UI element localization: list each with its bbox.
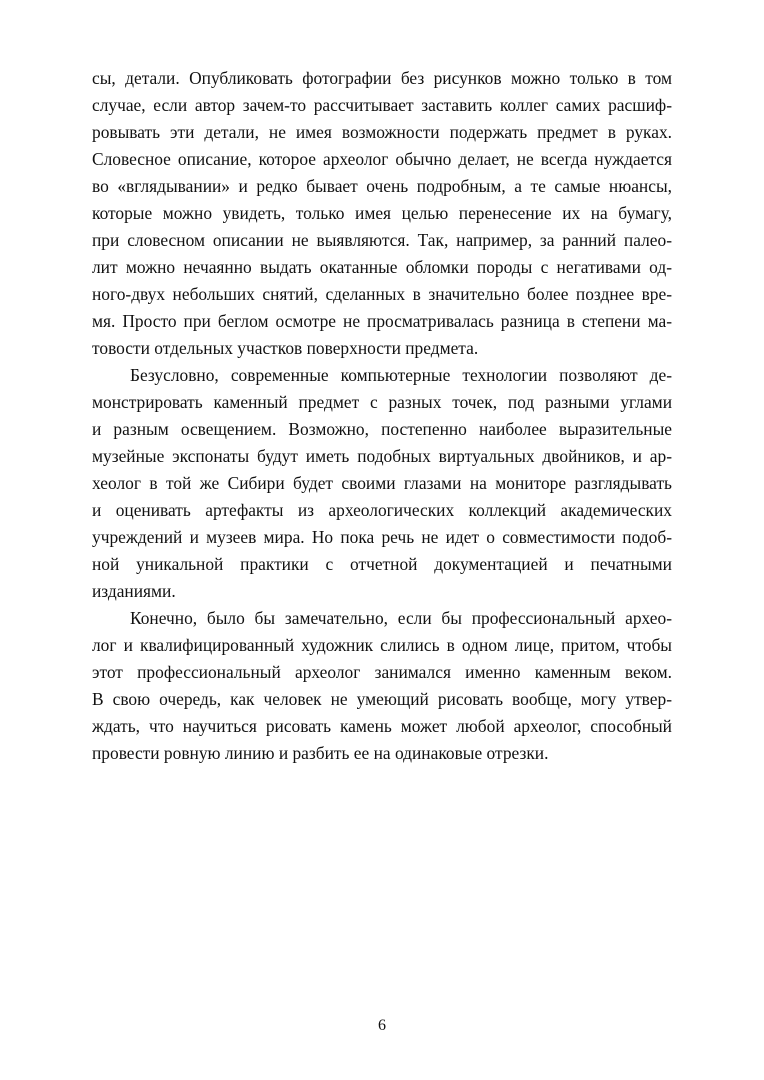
text-line: ровывать эти детали, не имея возможности подержать предмет в руках. <box>92 122 672 142</box>
text-line: которые можно увидеть, только имея целью перенесение их на бумагу, <box>92 203 672 223</box>
text-line: ной уникальной практики с отчетной документацией и печатными <box>92 554 672 574</box>
text-line: изданиями. <box>92 581 176 601</box>
text-line: ного-двух небольших снятий, сделанных в значительно более позднее вре- <box>92 284 672 304</box>
text-line: учреждений и музеев мира. Но пока речь не идет о совместимости подоб- <box>92 527 672 547</box>
text-line: сы, детали. Опубликовать фотографии без рисунков можно только в том <box>92 68 672 88</box>
text-line: во «вглядывании» и редко бывает очень подробным, а те самые нюансы, <box>92 176 672 196</box>
text-line: и разным освещением. Возможно, постепенно наиболее выразительные <box>92 419 672 439</box>
text-line: Конечно, было бы замечательно, если бы профессиональный архео- <box>130 608 672 628</box>
paragraph-1 <box>92 65 672 362</box>
text-line: Безусловно, современные компьютерные технологии позволяют де- <box>130 365 672 385</box>
text-line: при словесном описании не выявляются. Так, например, за ранний палео- <box>92 230 672 250</box>
text-line: лит можно нечаянно выдать окатанные обломки породы с негативами од- <box>92 257 672 277</box>
text-line: лог и квалифицированный художник слились в одном лице, притом, чтобы <box>92 635 672 655</box>
page-number: 6 <box>378 1017 386 1034</box>
text-line: мя. Просто при беглом осмотре не просматривалась разница в степени ма- <box>92 311 672 331</box>
body-text <box>92 65 672 767</box>
paragraph-2 <box>92 362 672 605</box>
text-line: этот профессиональный археолог занимался именно каменным веком. <box>92 662 672 682</box>
text-line: товости отдельных участков поверхности предмета. <box>92 338 479 358</box>
text-line: музейные экспонаты будут иметь подобных виртуальных двойников, и ар- <box>92 446 672 466</box>
text-line: Словесное описание, которое археолог обычно делает, не всегда нуждается <box>92 149 672 169</box>
text-line: ждать, что научиться рисовать камень может любой археолог, способный <box>92 716 672 736</box>
text-line: и оценивать артефакты из археологических коллекций академических <box>92 500 672 520</box>
text-line: случае, если автор зачем-то рассчитывает заставить коллег самих расшиф- <box>92 95 672 115</box>
paragraph-3 <box>92 605 672 767</box>
text-line: провести ровную линию и разбить ее на одинаковые отрезки. <box>92 743 549 763</box>
text-line: монстрировать каменный предмет с разных точек, под разными углами <box>92 392 672 412</box>
text-line: хеолог в той же Сибири будет своими глазами на мониторе разглядывать <box>92 473 672 493</box>
text-line: В свою очередь, как человек не умеющий рисовать вообще, могу утвер- <box>92 689 672 709</box>
